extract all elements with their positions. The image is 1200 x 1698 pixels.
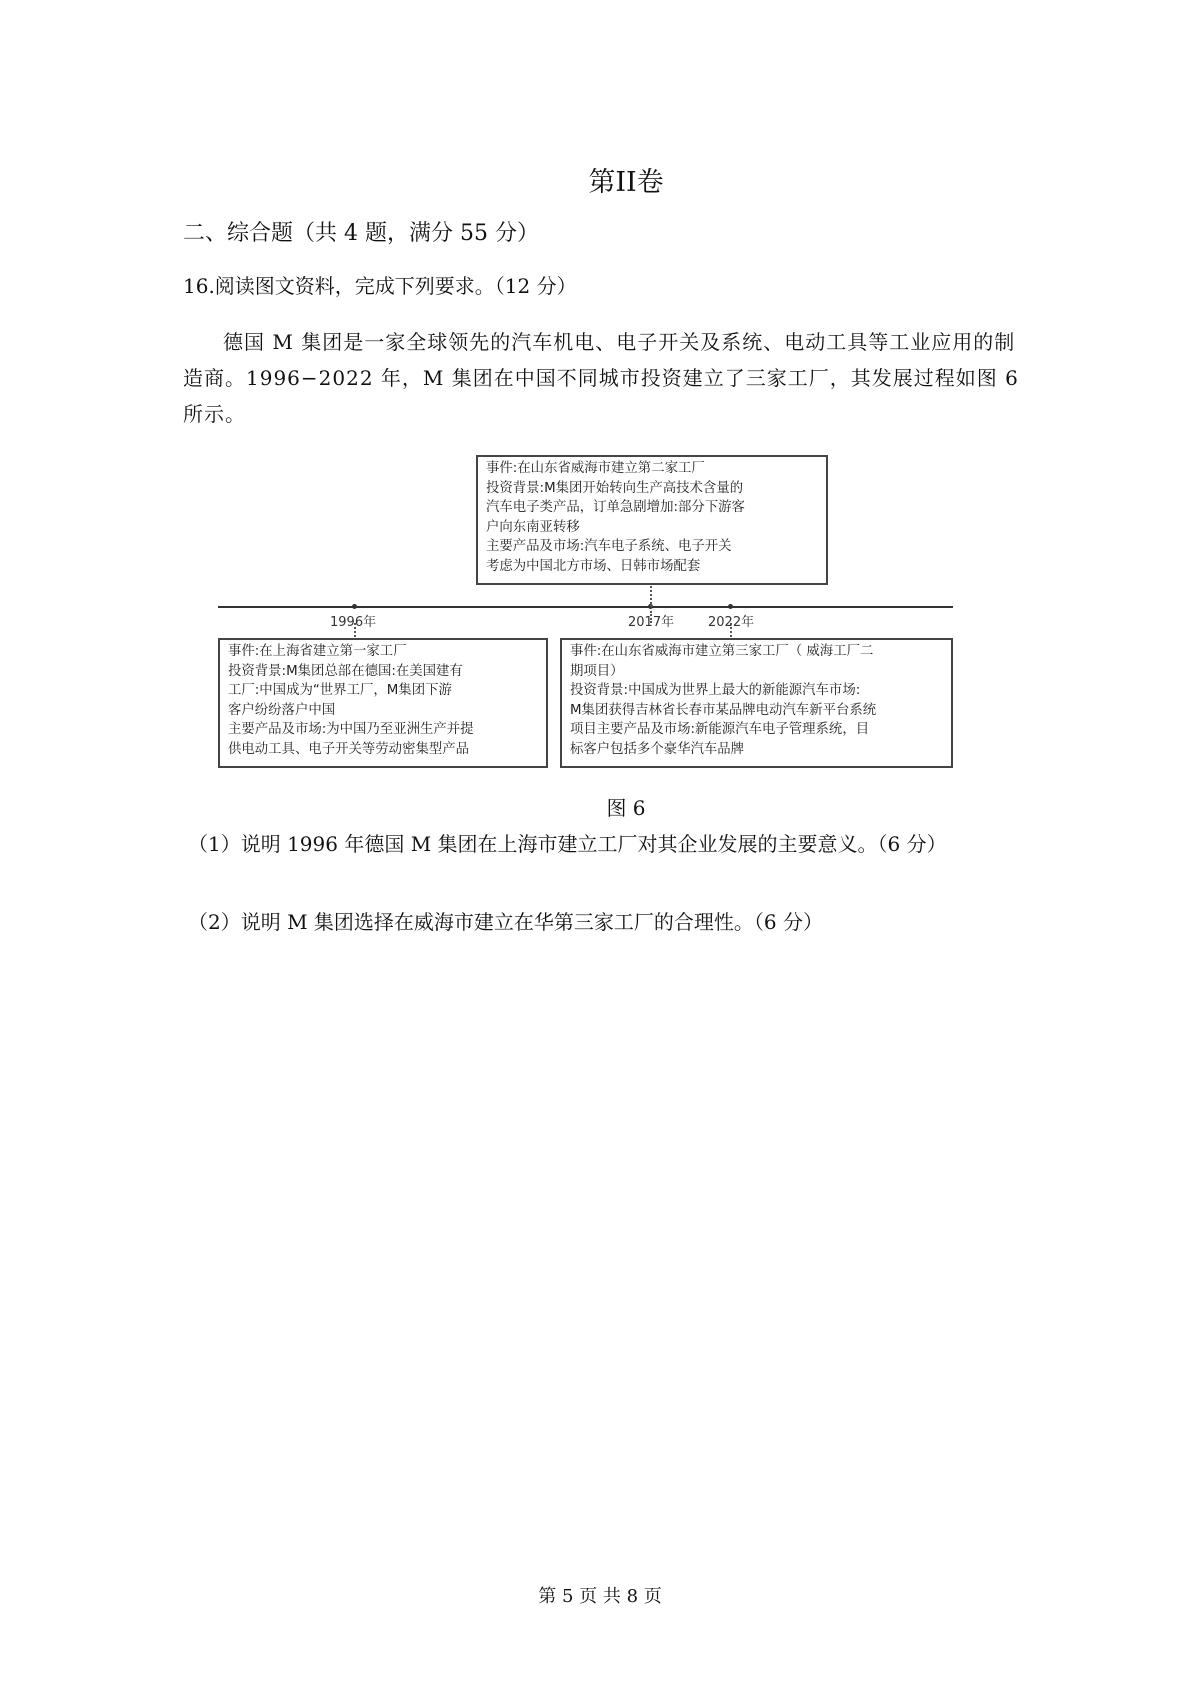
box-2022-line: 项目主要产品及市场:新能源汽车电子管理系统，目 bbox=[570, 722, 870, 738]
question-intro: 16.阅读图文资料，完成下列要求。（12 分） bbox=[183, 274, 577, 298]
box-1996-line: 投资背景:M集团总部在德国:在美国建有 bbox=[228, 663, 463, 679]
box-2022-line: 投资背景:中国成为世界上最大的新能源汽车市场: bbox=[570, 683, 861, 699]
box-2022-line: 期项目） bbox=[570, 663, 624, 679]
sub-question-2: （2）说明 M 集团选择在威海市建立在华第三家工厂的合理性。（6 分） bbox=[188, 910, 823, 934]
timeline-dot-2022 bbox=[728, 604, 733, 609]
box-2022-line: 标客户包括多个豪华汽车品牌 bbox=[570, 741, 745, 757]
figure-caption: 图 6 bbox=[606, 796, 646, 820]
part-title: 第II卷 bbox=[588, 167, 664, 198]
box-1996-line: 主要产品及市场:为中国乃至亚洲生产并提 bbox=[228, 722, 474, 738]
box-1996-line: 供电动工具、电子开关等劳动密集型产品 bbox=[228, 741, 470, 757]
box-2017 bbox=[476, 455, 828, 585]
box-1996-line: 工厂:中国成为“世界工厂，M集团下游 bbox=[228, 683, 452, 699]
year-label-2022: 2022年 bbox=[708, 615, 755, 630]
box-2017-line: 户向东南亚转移 bbox=[486, 519, 580, 535]
year-label-2017: 2017年 bbox=[628, 615, 675, 630]
box-2017-line: 事件:在山东省威海市建立第二家工厂 bbox=[486, 461, 705, 476]
box-2017-line: 考虑为中国北方市场、日韩市场配套 bbox=[486, 558, 701, 574]
box-2017-line: 投资背景:M集团开始转向生产高技术含量的 bbox=[486, 480, 744, 496]
box-1996-line: 事件:在上海省建立第一家工厂 bbox=[228, 644, 407, 659]
page-footer: 第 5 页 共 8 页 bbox=[538, 1586, 662, 1607]
sub-question-1: （1）说明 1996 年德国 M 集团在上海市建立工厂对其企业发展的主要意义。（6 分） bbox=[188, 832, 947, 856]
question-paragraph: 德国 M 集团是一家全球领先的汽车机电、电子开关及系统、电动工具等工业应用的制造商。1996−2022 年，M 集团在中国不同城市投资建立了三家工厂，其发展过程如图 6 所示。 bbox=[183, 330, 1019, 426]
section-title: 二、综合题（共 4 题，满分 55 分） bbox=[183, 221, 539, 246]
timeline-dot-1996 bbox=[352, 604, 357, 609]
box-2017-line: 汽车电子类产品，订单急剧增加:部分下游客 bbox=[486, 500, 745, 516]
box-2022-line: 事件:在山东省威海市建立第三家工厂（ 威海工厂二 bbox=[570, 644, 874, 659]
timeline-figure bbox=[218, 455, 958, 775]
box-2017-line: 主要产品及市场:汽车电子系统、电子开关 bbox=[486, 539, 732, 555]
timeline-axis bbox=[218, 606, 953, 608]
box-1996-line: 客户纷纷落户中国 bbox=[228, 702, 336, 718]
box-2022 bbox=[560, 638, 953, 768]
box-2022-line: M集团获得吉林省长春市某品牌电动汽车新平台系统 bbox=[570, 702, 877, 718]
year-label-1996: 1996年 bbox=[330, 615, 377, 630]
connector-2017 bbox=[650, 583, 652, 607]
box-1996 bbox=[218, 638, 548, 768]
